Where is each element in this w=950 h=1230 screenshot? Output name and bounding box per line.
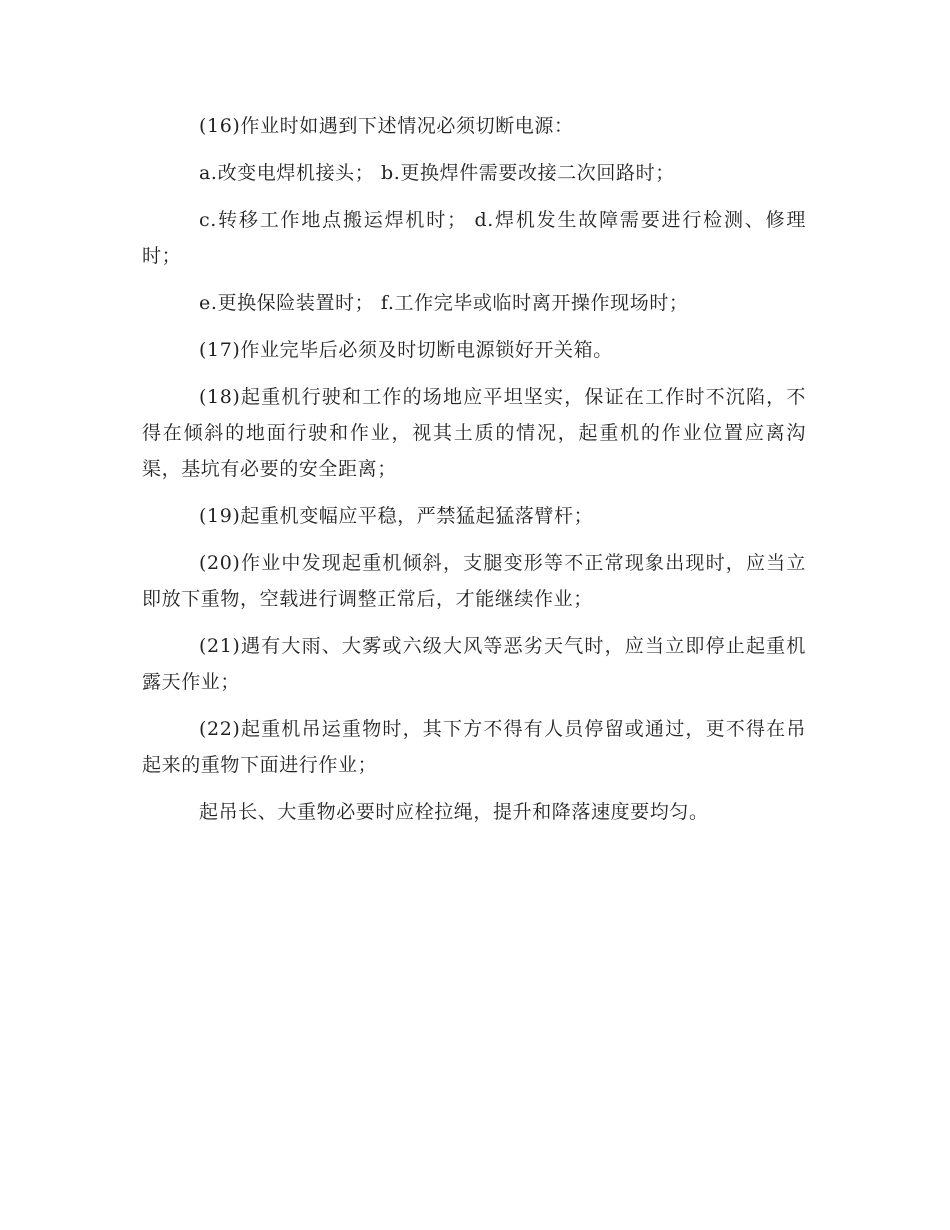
paragraph-22: (22)起重机吊运重物时，其下方不得有人员停留或通过，更不得在吊起来的重物下面进行作业； [142, 718, 806, 776]
paragraph-20: (20)作业中发现起重机倾斜，支腿变形等不正常现象出现时，应当立即放下重物，空载进行调整正常后，才能继续作业； [142, 552, 806, 610]
paragraph-17: (17)作业完毕后必须及时切断电源锁好开关箱。 [199, 339, 613, 361]
paragraph-21: (21)遇有大雨、大雾或六级大风等恶劣天气时，应当立即停止起重机露天作业； [142, 635, 806, 693]
paragraph-item-c-d: c.转移工作地点搬运焊机时； d.焊机发生故障需要进行检测、修理时； [142, 209, 806, 267]
paragraph-18: (18)起重机行驶和工作的场地应平坦坚实，保证在工作时不沉陷，不得在倾斜的地面行驶和作业，视其土质的情况，起重机的作业位置应离沟渠，基坑有必要的安全距离； [142, 386, 806, 480]
paragraph-item-a-b: a.改变电焊机接头； b.更换焊件需要改接二次回路时； [199, 162, 675, 184]
paragraph-item-e-f: e.更换保险装置时； f.工作完毕或临时离开操作现场时； [199, 292, 689, 314]
paragraph-16: (16)作业时如遇到下述情况必须切断电源： [199, 115, 574, 137]
paragraph-19: (19)起重机变幅应平稳，严禁猛起猛落臂杆； [199, 505, 594, 527]
document-body [142, 108, 806, 830]
paragraph-lifting-note: 起吊长、大重物必要时应栓拉绳，提升和降落速度要均匀。 [199, 801, 709, 823]
